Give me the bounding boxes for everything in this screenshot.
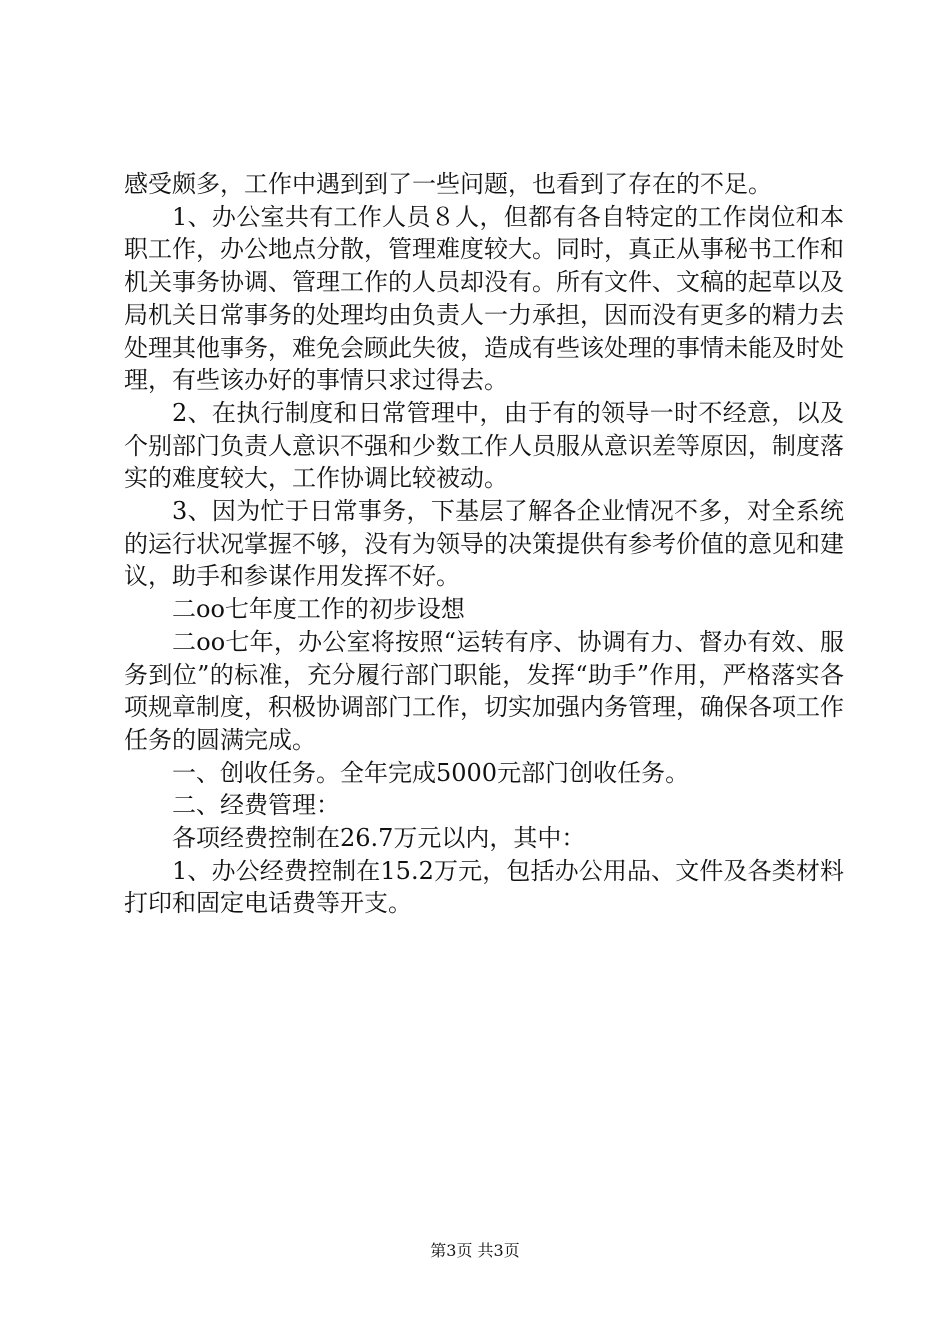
paragraph-9: 各项经费控制在26.7万元以内，其中： xyxy=(172,824,586,853)
paragraph-2: 1、办公室共有工作人员８人，但都有各自特定的工作岗位和本职工作，办公地点分散，管理难度较大。同时，真正从事秘书工作和机关事务协调、管理工作的人员却没有。所有文件、文稿的起草以及局机关日常事务的处理均由负责人一力承担，因而没有更多的精力去处理其他事务，难免会顾此失彼，造成有些该处理的事情未能及时处理，有些该办好的事情只求过得去。 xyxy=(124,202,844,395)
page-number: 第3页 共3页 xyxy=(430,1241,520,1260)
paragraph-8: 二、经费管理： xyxy=(172,791,340,820)
paragraph-7: 一、创收任务。全年完成5000元部门创收任务。 xyxy=(172,758,690,787)
paragraph-4: 3、因为忙于日常事务，下基层了解各企业情况不多，对全系统的运行状况掌握不够，没有为领导的决策提供有参考价值的意见和建议，助手和参谋作用发挥不好。 xyxy=(124,497,844,591)
paragraph-1: 感受颇多，工作中遇到到了一些问题，也看到了存在的不足。 xyxy=(124,170,772,198)
paragraph-3: 2、在执行制度和日常管理中，由于有的领导一时不经意，以及个别部门负责人意识不强和少数工作人员服从意识差等原因，制度落实的难度较大，工作协调比较被动。 xyxy=(124,398,844,493)
section-heading: 二oo七年度工作的初步设想 xyxy=(172,595,465,624)
paragraph-6: 二oo七年，办公室将按照“运转有序、协调有力、督办有效、服务到位”的标准，充分履行部门职能，发挥“助手”作用，严格落实各项规章制度，积极协调部门工作，切实加强内务管理，确保各项工作任务的圆满完成。 xyxy=(124,627,844,754)
page-footer xyxy=(0,1240,950,1262)
paragraph-10: 1、办公经费控制在15.2万元，包括办公用品、文件及各类材料打印和固定电话费等开支。 xyxy=(124,856,844,918)
document-body xyxy=(124,168,844,920)
